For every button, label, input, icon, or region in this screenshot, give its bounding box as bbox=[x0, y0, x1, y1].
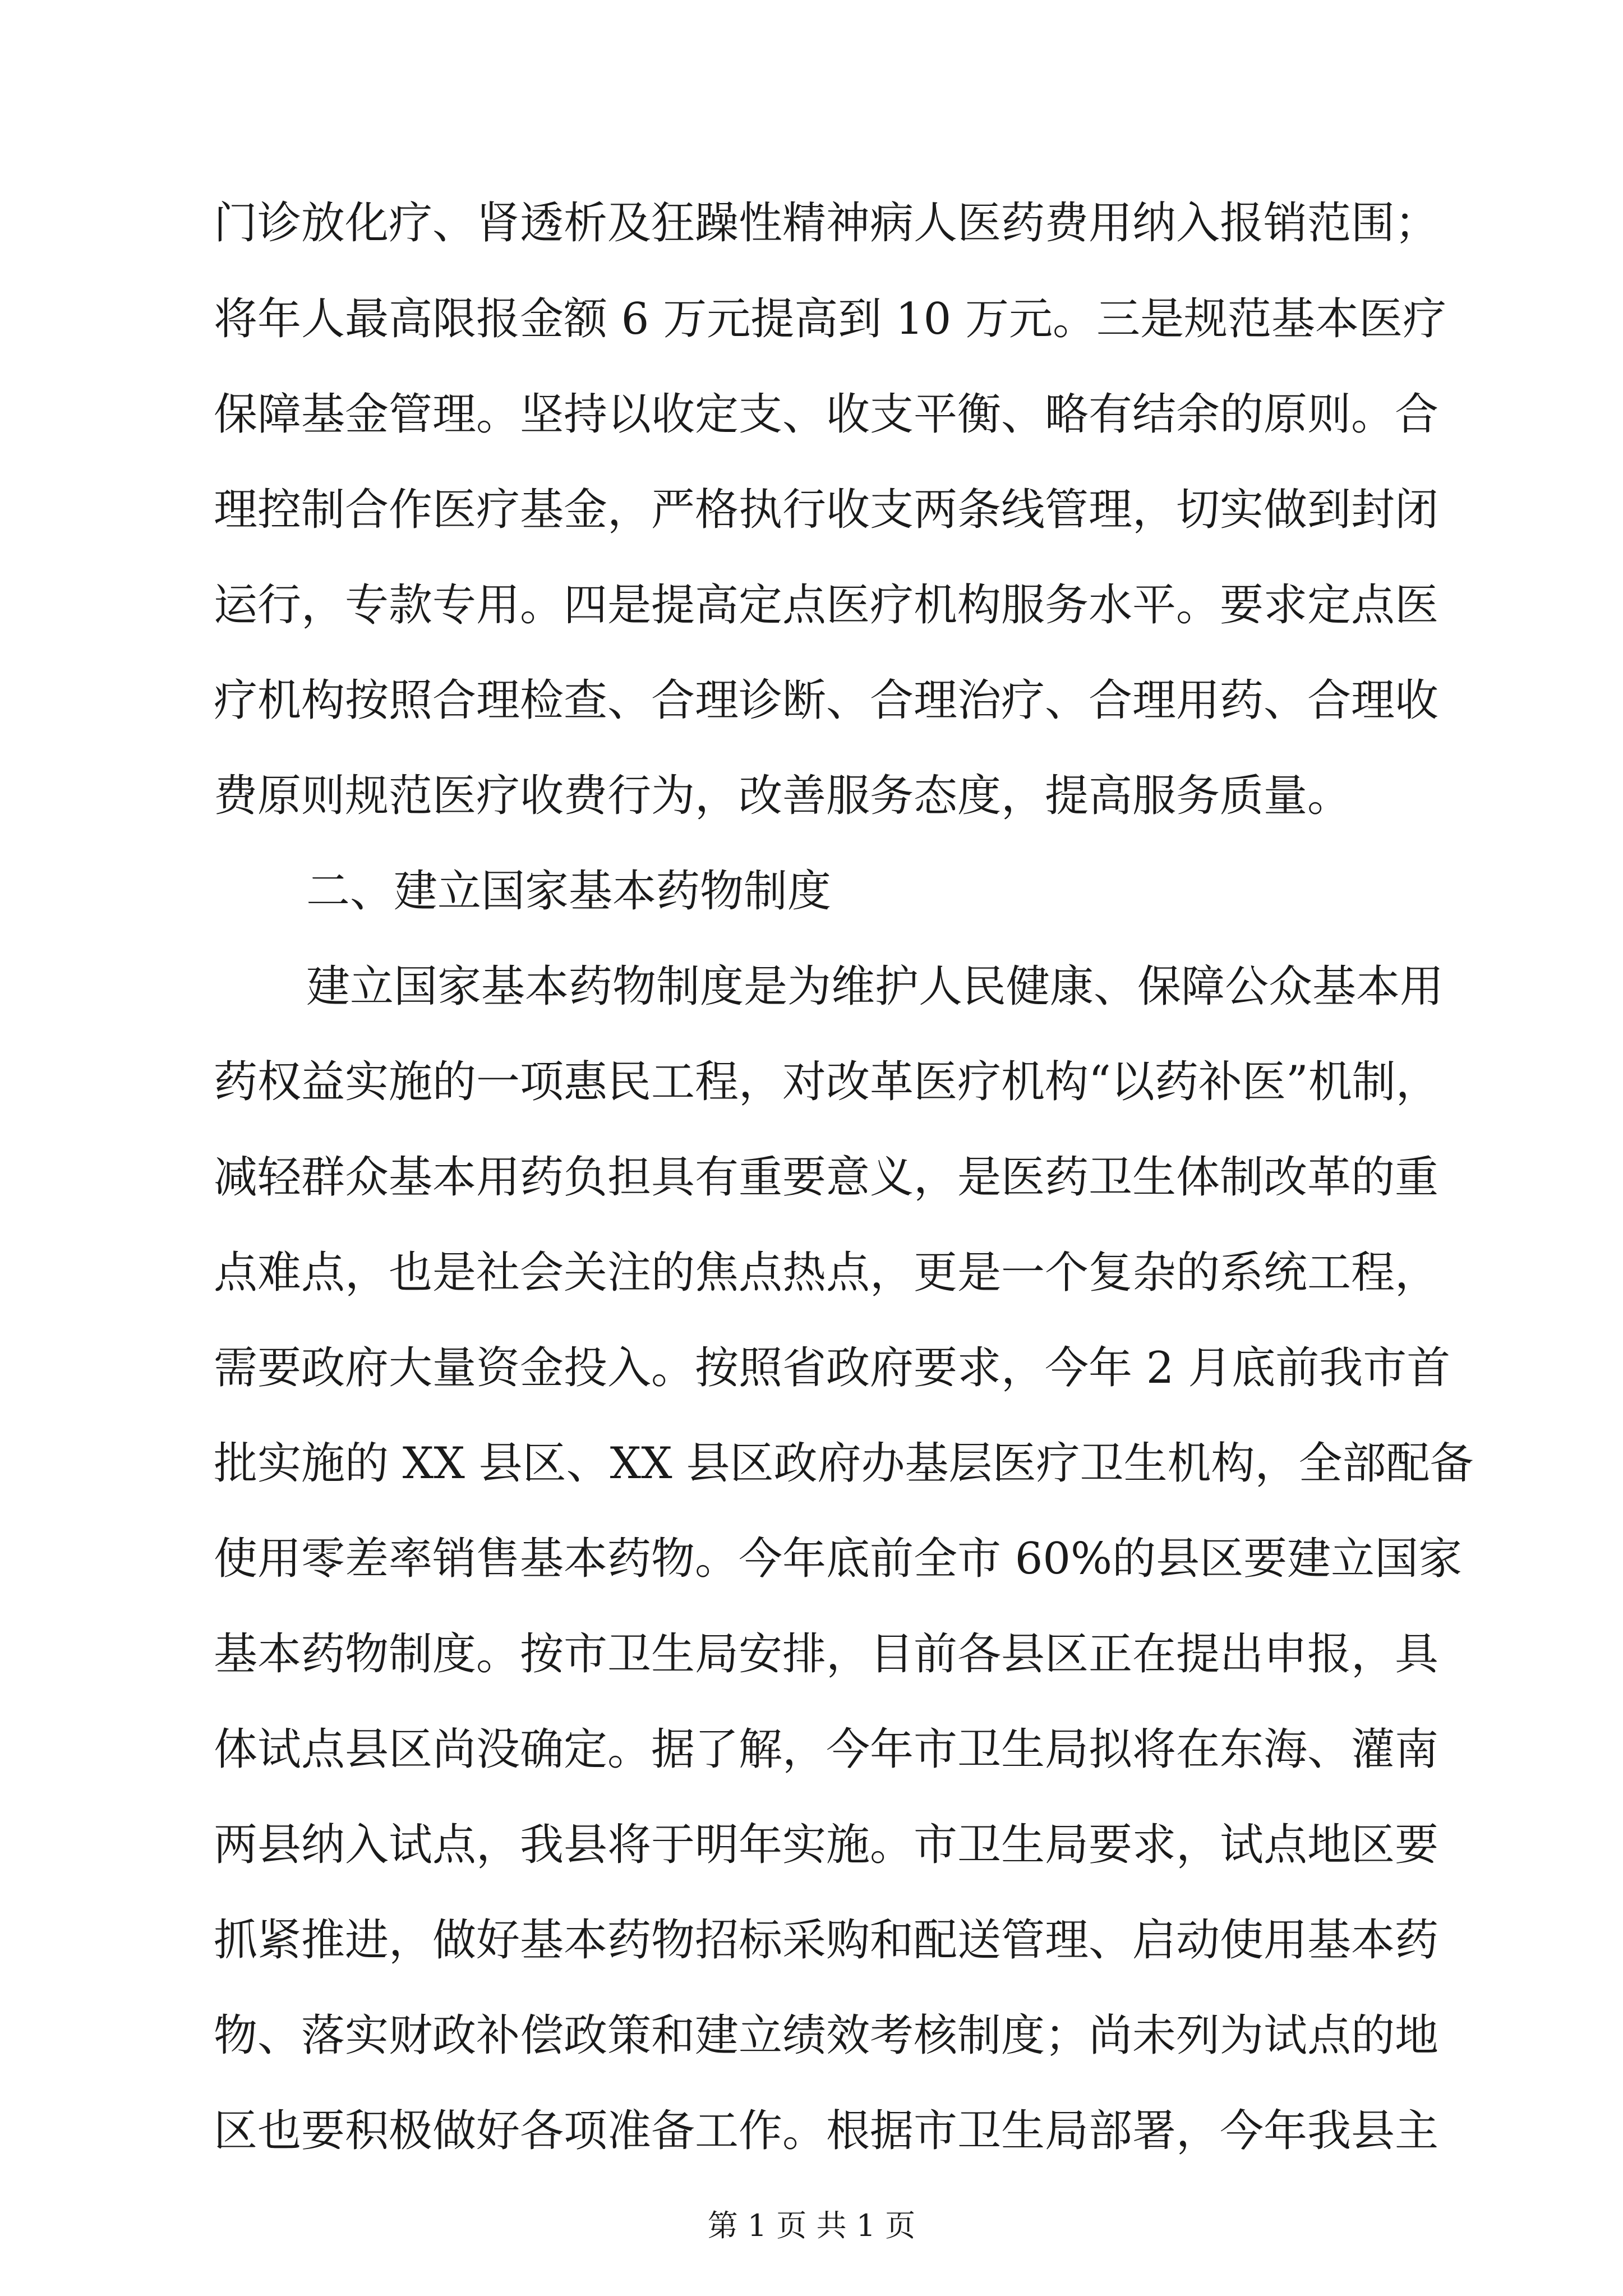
text-line-content: 将年人最高限报金额 6 万元提高到 10 万元。三是规范基本医疗 bbox=[214, 294, 1447, 344]
text-line bbox=[0, 1724, 1623, 1829]
text-line bbox=[0, 1057, 1623, 1161]
text-line-content: 门诊放化疗、肾透析及狂躁性精神病人医药费用纳入报销范围； bbox=[214, 198, 1439, 249]
text-line-content: 点难点，也是社会关注的焦点热点，更是一个复杂的系统工程， bbox=[214, 1248, 1439, 1298]
text-line-content: 药权益实施的一项惠民工程，对改革医疗机构“以药补医”机制， bbox=[214, 1057, 1440, 1107]
text-line bbox=[0, 1343, 1623, 1447]
text-line-content: 需要政府大量资金投入。按照省政府要求，今年 2 月底前我市首 bbox=[214, 1343, 1451, 1393]
text-line bbox=[0, 2106, 1623, 2210]
text-line-content: 批实施的 XX 县区、XX 县区政府办基层医疗卫生机构，全部配备 bbox=[214, 1438, 1474, 1489]
text-line-content: 基本药物制度。按市卫生局安排，目前各县区正在提出申报，具 bbox=[214, 1629, 1439, 1680]
text-line bbox=[0, 198, 1623, 302]
text-line-content: 减轻群众基本用药负担具有重要意义，是医药卫生体制改革的重 bbox=[214, 1152, 1439, 1203]
section-heading bbox=[0, 866, 1623, 970]
text-line bbox=[0, 1915, 1623, 2019]
text-line bbox=[0, 485, 1623, 589]
text-line-content: 保障基金管理。坚持以收定支、收支平衡、略有结余的原则。合 bbox=[214, 389, 1439, 440]
text-line-content: 理控制合作医疗基金，严格执行收支两条线管理，切实做到封闭 bbox=[214, 485, 1439, 535]
text-line bbox=[0, 294, 1623, 398]
text-line bbox=[0, 1534, 1623, 1638]
text-line bbox=[0, 1820, 1623, 1924]
text-line-content: 体试点县区尚没确定。据了解，今年市卫生局拟将在东海、灌南 bbox=[214, 1724, 1439, 1775]
text-line bbox=[0, 771, 1623, 875]
text-line-content: 抓紧推进，做好基本药物招标采购和配送管理、启动使用基本药 bbox=[214, 1915, 1439, 1966]
text-line-content: 区也要积极做好各项准备工作。根据市卫生局部署，今年我县主 bbox=[214, 2106, 1439, 2156]
text-line bbox=[0, 389, 1623, 494]
page-footer: 第 1 页 共 1 页 bbox=[707, 2208, 916, 2243]
text-line-content: 物、落实财政补偿政策和建立绩效考核制度；尚未列为试点的地 bbox=[214, 2010, 1439, 2061]
text-line bbox=[0, 1248, 1623, 1352]
text-line bbox=[0, 961, 1623, 1066]
text-line-content: 费原则规范医疗收费行为，改善服务态度，提高服务质量。 bbox=[214, 771, 1352, 821]
text-line bbox=[0, 1438, 1623, 1543]
text-line-content: 疗机构按照合理检查、合理诊断、合理治疗、合理用药、合理收 bbox=[214, 675, 1439, 726]
text-line-content: 运行，专款专用。四是提高定点医疗机构服务水平。要求定点医 bbox=[214, 580, 1439, 631]
text-line bbox=[0, 580, 1623, 684]
section-heading-content: 二、建立国家基本药物制度 bbox=[306, 866, 832, 917]
text-line bbox=[0, 2010, 1623, 2115]
text-line bbox=[0, 675, 1623, 780]
text-line bbox=[0, 1152, 1623, 1257]
text-line-content: 两县纳入试点，我县将于明年实施。市卫生局要求，试点地区要 bbox=[214, 1820, 1439, 1870]
text-line-content: 使用零差率销售基本药物。今年底前全市 60%的县区要建立国家 bbox=[214, 1534, 1463, 1584]
text-line bbox=[0, 1629, 1623, 1733]
text-line-content: 建立国家基本药物制度是为维护人民健康、保障公众基本用 bbox=[306, 961, 1444, 1012]
